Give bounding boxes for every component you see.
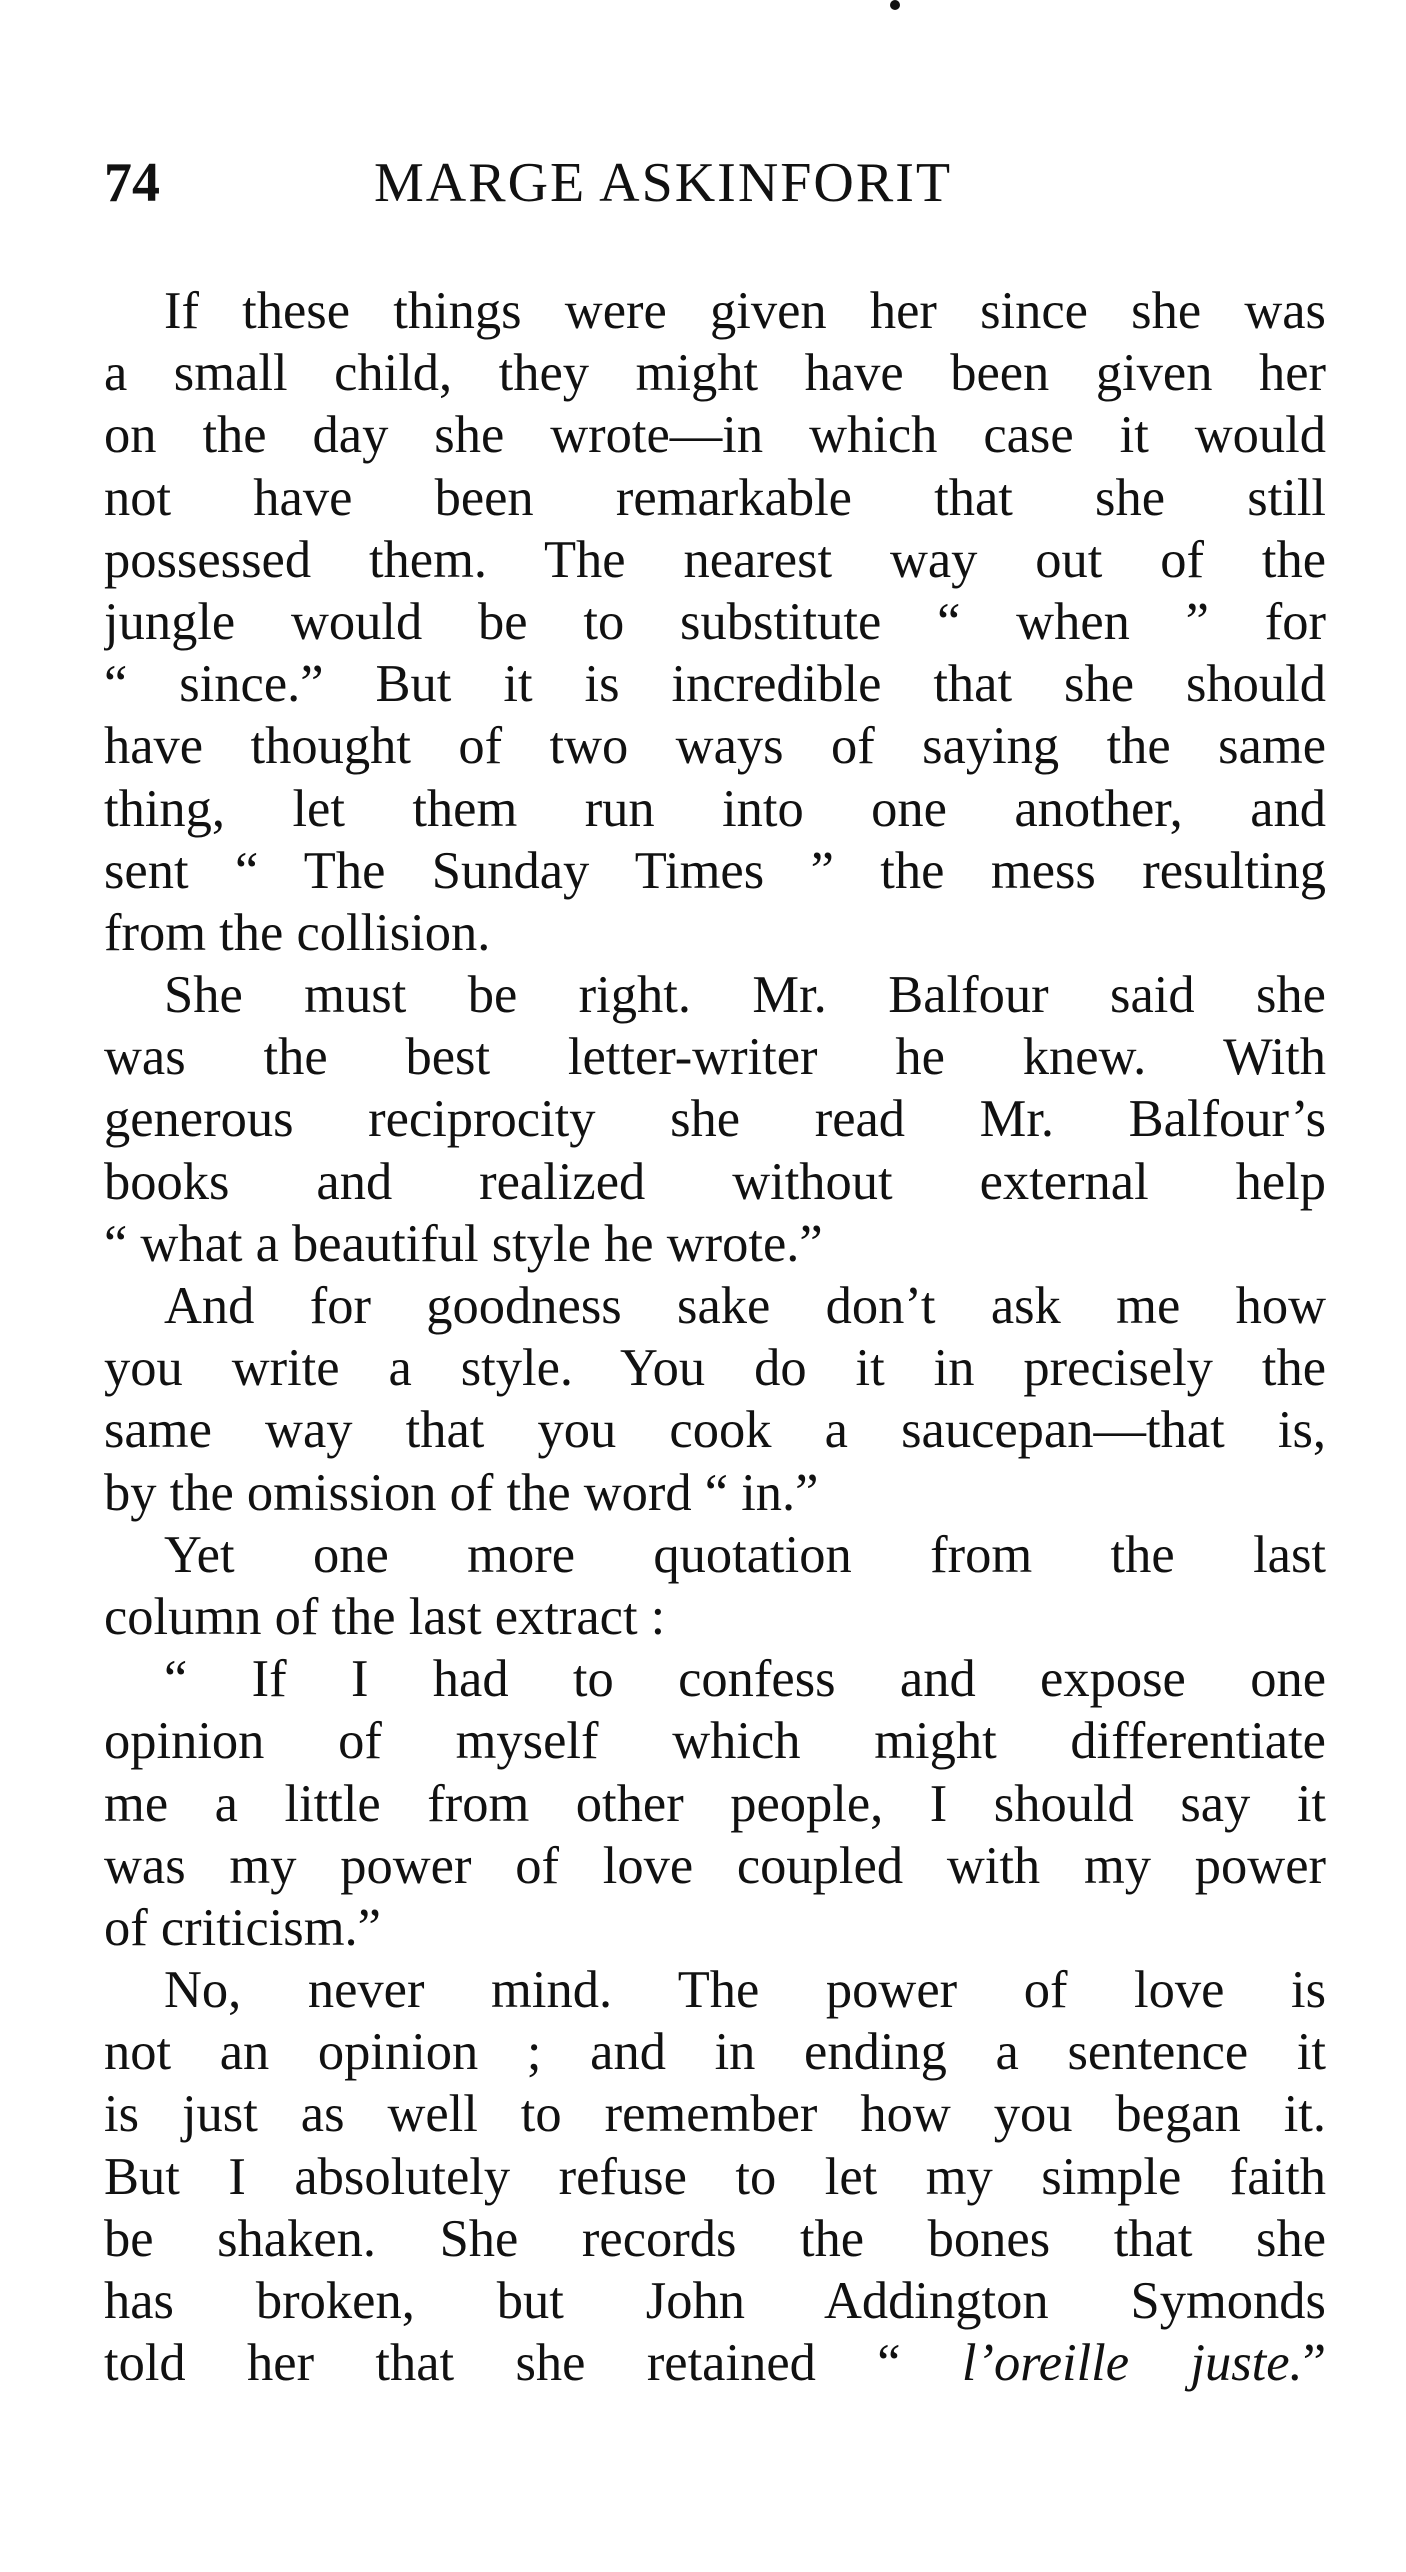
text-line: me a little from other people, I should say it bbox=[104, 1774, 1326, 1833]
text-line: “ since.” But it is incredible that she should bbox=[104, 655, 1326, 714]
italic-phrase: l’oreille juste. bbox=[961, 2334, 1303, 2393]
text-line: sent “ The Sunday Times ” the mess resulting bbox=[104, 841, 1326, 900]
text-line: you write a style. You do it in precisely the bbox=[104, 1339, 1326, 1398]
text-line: jungle would be to substitute “ when ” for bbox=[104, 592, 1326, 651]
text-line: column of the last extract : bbox=[104, 1587, 666, 1646]
text-line: from the collision. bbox=[104, 903, 491, 962]
text-line: have thought of two ways of saying the same bbox=[104, 717, 1326, 776]
text-line: Yet one more quotation from the last bbox=[164, 1525, 1326, 1584]
final-line-suffix: ” bbox=[1302, 2334, 1326, 2393]
running-head: MARGE ASKINFORIT bbox=[374, 152, 953, 214]
text-line: She must be right. Mr. Balfour said she bbox=[164, 966, 1326, 1025]
text-line-final bbox=[104, 2332, 1326, 2394]
text-line: was my power of love coupled with my power bbox=[104, 1836, 1326, 1895]
text-line: thing, let them run into one another, and bbox=[104, 779, 1326, 838]
text-line: same way that you cook a saucepan—that is, bbox=[104, 1401, 1326, 1460]
text-line: was the best letter-writer he knew. With bbox=[104, 1028, 1326, 1087]
text-line: possessed them. The nearest way out of the bbox=[104, 530, 1326, 589]
paragraph bbox=[104, 1959, 1326, 2394]
text-line: not have been remarkable that she still bbox=[104, 468, 1326, 527]
paragraph bbox=[104, 1524, 1326, 1648]
text-line: No, never mind. The power of love is bbox=[164, 1961, 1326, 2020]
print-mark bbox=[890, 0, 900, 10]
final-line-prefix: told her that she retained “ bbox=[104, 2334, 962, 2393]
text-line: has broken, but John Addington Symonds bbox=[104, 2272, 1326, 2330]
text-line: not an opinion ; and in ending a sentence it bbox=[104, 2023, 1326, 2082]
text-line: If these things were given her since she was bbox=[164, 282, 1326, 340]
text-line: on the day she wrote—in which case it would bbox=[104, 406, 1326, 465]
text-line: generous reciprocity she read Mr. Balfour’s bbox=[104, 1090, 1326, 1149]
text-line: a small child, they might have been given her bbox=[104, 344, 1326, 403]
text-line: “ what a beautiful style he wrote.” bbox=[104, 1214, 823, 1273]
paragraph bbox=[104, 1275, 1326, 1524]
body-text bbox=[104, 280, 1326, 2394]
text-line: “ If I had to confess and expose one bbox=[164, 1650, 1326, 1709]
quotation-paragraph bbox=[104, 1648, 1326, 1959]
paragraph bbox=[104, 280, 1326, 964]
page-header bbox=[104, 148, 1326, 218]
text-line: by the omission of the word “ in.” bbox=[104, 1463, 819, 1522]
text-line: is just as well to remember how you began it. bbox=[104, 2085, 1326, 2144]
text-line: be shaken. She records the bones that she bbox=[104, 2209, 1326, 2268]
page-number: 74 bbox=[104, 152, 160, 214]
text-line: opinion of myself which might differentiate bbox=[104, 1712, 1326, 1771]
text-line: books and realized without external help bbox=[104, 1152, 1326, 1211]
paragraph bbox=[104, 964, 1326, 1275]
text-line: And for goodness sake don’t ask me how bbox=[164, 1277, 1326, 1335]
text-line: of criticism.” bbox=[104, 1898, 381, 1957]
text-line: But I absolutely refuse to let my simple faith bbox=[104, 2147, 1326, 2206]
